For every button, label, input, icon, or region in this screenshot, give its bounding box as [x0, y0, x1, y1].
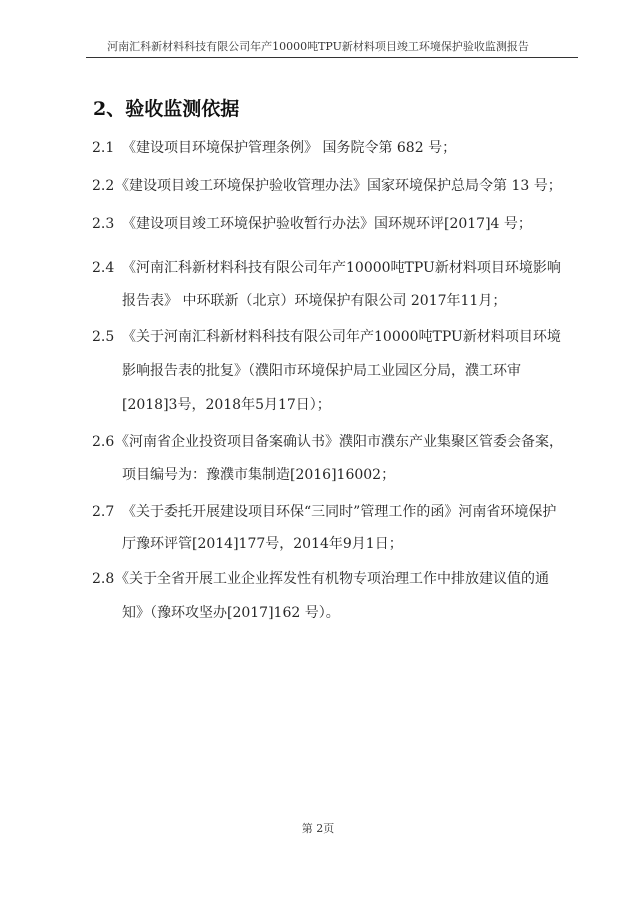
header-rule [86, 57, 578, 58]
reference-text-line: 报告表》 中环联新（北京）环境保护有限公司 2017年11月； [122, 293, 507, 309]
reference-text-line: 《建设项目竣工环境保护验收管理办法》国家环境保护总局令第 13 号； [115, 178, 562, 194]
reference-text-line: 知》（豫环攻坚办[2017]162 号）。 [122, 605, 340, 621]
reference-text-line: 项目编号为：豫濮市集制造[2016]16002； [122, 467, 396, 483]
reference-text-line: 《关于河南汇科新材料科技有限公司年产10000吨TPU新材料项目环境 [122, 329, 561, 345]
section-title: 2、验收监测依据 [93, 98, 240, 120]
reference-text-line: 《关于全省开展工业企业挥发性有机物专项治理工作中排放建议值的通 [115, 571, 549, 587]
reference-text-line: 《河南汇科新材料科技有限公司年产10000吨TPU新材料项目环境影响 [122, 260, 561, 276]
reference-number: 2.4 [92, 260, 115, 276]
reference-number: 2.1 [92, 140, 115, 156]
reference-text-line: 《河南省企业投资项目备案确认书》濮阳市濮东产业集聚区管委会备案， [115, 434, 563, 450]
reference-text-line: 《建设项目竣工环境保护验收暂行办法》国环规环评[2017]4 号； [122, 216, 532, 232]
reference-text-line: 《建设项目环境保护管理条例》 国务院令第 682 号； [122, 140, 457, 156]
reference-text-line: [2018]3号，2018年5月17日）； [122, 397, 331, 413]
reference-number: 2.6 [92, 434, 115, 450]
reference-number: 2.7 [92, 504, 115, 520]
reference-number: 2.5 [92, 329, 115, 345]
reference-text-line: 《关于委托开展建设项目环保“三同时”管理工作的函》河南省环境保护 [122, 504, 557, 520]
reference-text-line: 厅豫环评管[2014]177号，2014年9月1日； [122, 536, 403, 552]
page-number: 第 2页 [301, 822, 335, 835]
reference-number: 2.2 [92, 178, 115, 194]
reference-number: 2.8 [92, 571, 115, 587]
reference-text-line: 影响报告表的批复》（濮阳市环境保护局工业园区分局，濮工环审 [122, 363, 521, 379]
reference-number: 2.3 [92, 216, 115, 232]
running-header: 河南汇科新材料科技有限公司年产10000吨TPU新材料项目竣工环境保护验收监测报告 [107, 40, 529, 53]
